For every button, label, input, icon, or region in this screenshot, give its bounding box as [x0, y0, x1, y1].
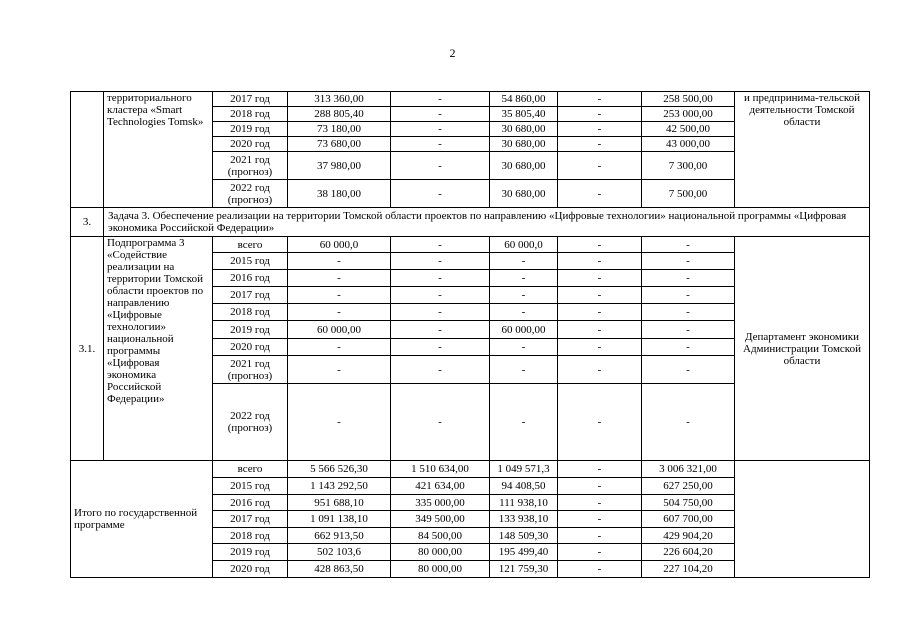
- total-cell: -: [288, 287, 391, 304]
- loc-cell: -: [558, 287, 642, 304]
- ext-cell: 42 500,00: [642, 122, 735, 137]
- reg-cell: 121 759,30: [490, 561, 558, 578]
- total-cell: 1 091 138,10: [288, 511, 391, 528]
- ext-cell: -: [642, 339, 735, 356]
- table-row: [71, 237, 870, 253]
- reg-cell: -: [490, 384, 558, 461]
- year-cell: всего: [213, 461, 288, 478]
- reg-cell: 54 860,00: [490, 92, 558, 107]
- loc-cell: -: [558, 137, 642, 152]
- total-cell: 60 000,00: [288, 321, 391, 339]
- fed-cell: -: [391, 237, 490, 253]
- total-cell: 502 103,6: [288, 544, 391, 561]
- year-cell: всего: [213, 237, 288, 253]
- fed-cell: -: [391, 180, 490, 208]
- fed-cell: 80 000,00: [391, 561, 490, 578]
- fed-cell: -: [391, 356, 490, 384]
- total-cell: 951 688,10: [288, 495, 391, 511]
- executor-cell: и предпринима-тельской деятельности Томской области: [735, 92, 870, 208]
- ext-cell: 3 006 321,00: [642, 461, 735, 478]
- ext-cell: 227 104,20: [642, 561, 735, 578]
- page-number: 2: [449, 46, 456, 60]
- ext-cell: 253 000,00: [642, 107, 735, 122]
- total-cell: 428 863,50: [288, 561, 391, 578]
- fed-cell: -: [391, 107, 490, 122]
- task-text-cell: Задача 3. Обеспечение реализации на территории Томской области проектов по направлению «Цифровые технологии» национальной программы «Цифровая экономика Российской Федерации»: [104, 208, 870, 237]
- loc-cell: -: [558, 356, 642, 384]
- fed-cell: -: [391, 137, 490, 152]
- loc-cell: -: [558, 152, 642, 180]
- total-cell: 5 566 526,30: [288, 461, 391, 478]
- total-cell: -: [288, 356, 391, 384]
- executor-cell: Департамент экономики Администрации Томской области: [735, 237, 870, 461]
- fed-cell: -: [391, 304, 490, 321]
- year-cell: 2016 год: [213, 495, 288, 511]
- reg-cell: -: [490, 356, 558, 384]
- reg-cell: -: [490, 339, 558, 356]
- loc-cell: -: [558, 122, 642, 137]
- year-cell: 2018 год: [213, 528, 288, 544]
- budget-table: [70, 91, 870, 578]
- loc-cell: -: [558, 461, 642, 478]
- total-cell: 313 360,00: [288, 92, 391, 107]
- empty-executor-cell: [735, 461, 870, 578]
- reg-cell: -: [490, 270, 558, 287]
- loc-cell: -: [558, 339, 642, 356]
- ext-cell: 258 500,00: [642, 92, 735, 107]
- task-number-cell: 3.: [71, 208, 104, 237]
- year-cell: 2018 год: [213, 107, 288, 122]
- total-cell: -: [288, 270, 391, 287]
- reg-cell: 133 938,10: [490, 511, 558, 528]
- fed-cell: 84 500,00: [391, 528, 490, 544]
- loc-cell: -: [558, 237, 642, 253]
- fed-cell: 1 510 634,00: [391, 461, 490, 478]
- loc-cell: -: [558, 478, 642, 495]
- reg-cell: 60 000,0: [490, 237, 558, 253]
- loc-cell: -: [558, 384, 642, 461]
- fed-cell: -: [391, 270, 490, 287]
- ext-cell: -: [642, 287, 735, 304]
- ext-cell: 7 500,00: [642, 180, 735, 208]
- total-cell: 38 180,00: [288, 180, 391, 208]
- ext-cell: -: [642, 270, 735, 287]
- ext-cell: -: [642, 237, 735, 253]
- year-cell: 2019 год: [213, 544, 288, 561]
- fed-cell: -: [391, 321, 490, 339]
- fed-cell: 349 500,00: [391, 511, 490, 528]
- loc-cell: -: [558, 495, 642, 511]
- total-cell: 60 000,0: [288, 237, 391, 253]
- loc-cell: -: [558, 304, 642, 321]
- ext-cell: 7 300,00: [642, 152, 735, 180]
- table-row: [71, 461, 870, 478]
- fed-cell: 335 000,00: [391, 495, 490, 511]
- total-label-cell: Итого по государственной программе: [71, 461, 213, 578]
- table-row: [71, 92, 870, 107]
- ext-cell: -: [642, 253, 735, 270]
- loc-cell: -: [558, 511, 642, 528]
- year-cell: 2020 год: [213, 137, 288, 152]
- year-cell: 2022 год (прогноз): [213, 180, 288, 208]
- year-cell: 2017 год: [213, 92, 288, 107]
- year-cell: 2017 год: [213, 287, 288, 304]
- year-cell: 2021 год (прогноз): [213, 356, 288, 384]
- ext-cell: -: [642, 321, 735, 339]
- reg-cell: 94 408,50: [490, 478, 558, 495]
- fed-cell: -: [391, 253, 490, 270]
- ext-cell: 226 604,20: [642, 544, 735, 561]
- loc-cell: -: [558, 321, 642, 339]
- reg-cell: 60 000,00: [490, 321, 558, 339]
- total-cell: 662 913,50: [288, 528, 391, 544]
- total-cell: -: [288, 339, 391, 356]
- total-cell: -: [288, 253, 391, 270]
- total-cell: 73 180,00: [288, 122, 391, 137]
- subprogram-name-cell: Подпрограмма 3 «Содействие реализации на территории Томской области проектов по направлению «Цифровые технологии» национальной программы «Цифровая экономика Российской Федерации»: [104, 237, 213, 461]
- loc-cell: -: [558, 253, 642, 270]
- reg-cell: 148 509,30: [490, 528, 558, 544]
- reg-cell: -: [490, 304, 558, 321]
- year-cell: 2020 год: [213, 561, 288, 578]
- reg-cell: 30 680,00: [490, 152, 558, 180]
- year-cell: 2020 год: [213, 339, 288, 356]
- total-cell: 37 980,00: [288, 152, 391, 180]
- fed-cell: -: [391, 92, 490, 107]
- year-cell: 2022 год (прогноз): [213, 384, 288, 461]
- year-cell: 2017 год: [213, 511, 288, 528]
- year-cell: 2018 год: [213, 304, 288, 321]
- fed-cell: -: [391, 122, 490, 137]
- loc-cell: -: [558, 561, 642, 578]
- year-cell: 2015 год: [213, 478, 288, 495]
- total-cell: -: [288, 304, 391, 321]
- fed-cell: -: [391, 152, 490, 180]
- loc-cell: -: [558, 270, 642, 287]
- total-cell: -: [288, 384, 391, 461]
- reg-cell: 30 680,00: [490, 122, 558, 137]
- reg-cell: 30 680,00: [490, 180, 558, 208]
- measure-name-cell: территориального кластера «Smart Technologies Tomsk»: [104, 92, 213, 208]
- year-cell: 2015 год: [213, 253, 288, 270]
- row-number-cell: 3.1.: [71, 237, 104, 461]
- loc-cell: -: [558, 528, 642, 544]
- fed-cell: 421 634,00: [391, 478, 490, 495]
- reg-cell: 35 805,40: [490, 107, 558, 122]
- reg-cell: 195 499,40: [490, 544, 558, 561]
- loc-cell: -: [558, 544, 642, 561]
- year-cell: 2019 год: [213, 321, 288, 339]
- total-cell: 73 680,00: [288, 137, 391, 152]
- loc-cell: -: [558, 92, 642, 107]
- reg-cell: 30 680,00: [490, 137, 558, 152]
- year-cell: 2016 год: [213, 270, 288, 287]
- ext-cell: 504 750,00: [642, 495, 735, 511]
- ext-cell: 43 000,00: [642, 137, 735, 152]
- total-cell: 1 143 292,50: [288, 478, 391, 495]
- loc-cell: -: [558, 107, 642, 122]
- reg-cell: 1 049 571,3: [490, 461, 558, 478]
- ext-cell: -: [642, 384, 735, 461]
- year-cell: 2019 год: [213, 122, 288, 137]
- table-body: [71, 92, 870, 578]
- reg-cell: 111 938,10: [490, 495, 558, 511]
- loc-cell: -: [558, 180, 642, 208]
- ext-cell: 627 250,00: [642, 478, 735, 495]
- total-cell: 288 805,40: [288, 107, 391, 122]
- ext-cell: 429 904,20: [642, 528, 735, 544]
- reg-cell: -: [490, 287, 558, 304]
- ext-cell: -: [642, 304, 735, 321]
- fed-cell: 80 000,00: [391, 544, 490, 561]
- task-row: [71, 208, 870, 237]
- ext-cell: 607 700,00: [642, 511, 735, 528]
- fed-cell: -: [391, 287, 490, 304]
- reg-cell: -: [490, 253, 558, 270]
- fed-cell: -: [391, 384, 490, 461]
- year-cell: 2021 год (прогноз): [213, 152, 288, 180]
- row-number-cell: [71, 92, 104, 208]
- fed-cell: -: [391, 339, 490, 356]
- ext-cell: -: [642, 356, 735, 384]
